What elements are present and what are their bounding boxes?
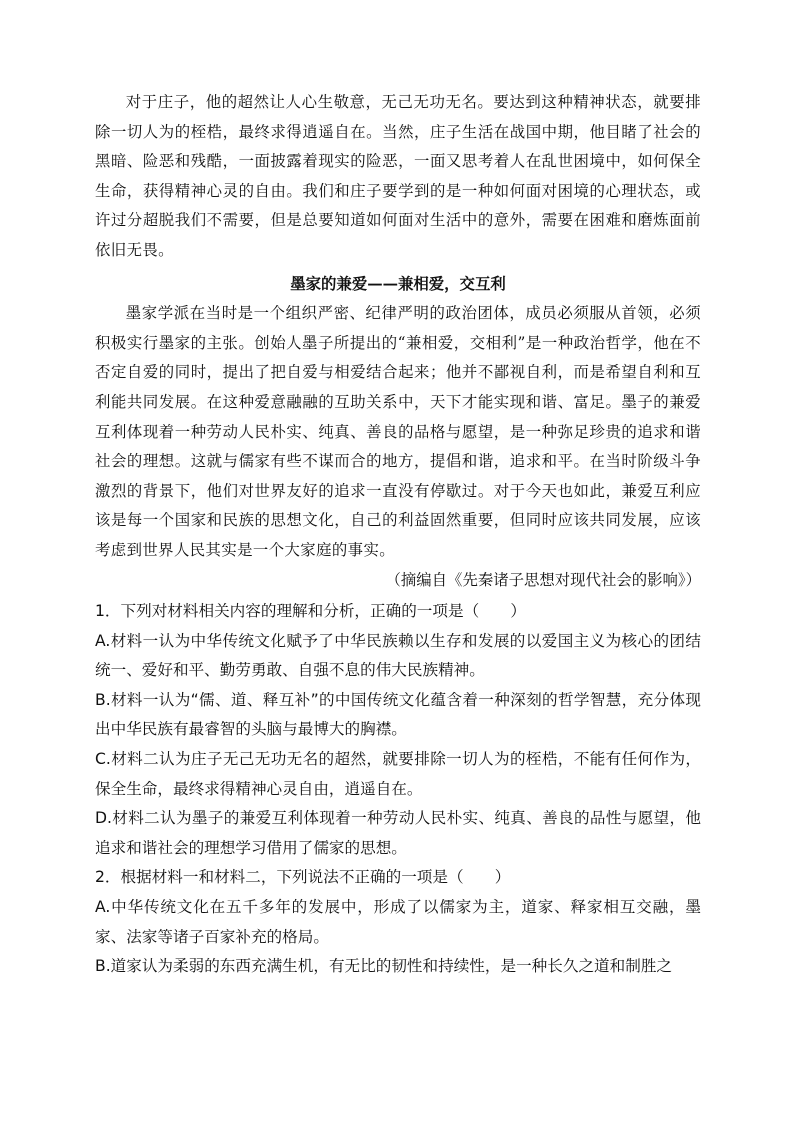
zhuangzi-paragraph: 对于庄子，他的超然让人心生敬意，无己无功无名。要达到这种精神状态，就要排除一切人为的桎梏，最终求得逍遥自在。当然，庄子生活在战国中期，他目睹了社会的黑暗、险恶和残酷，一面披露着现实的险恶，一面又思考着人在乱世困境中，如何保全生命，获得精神心灵的自由。我们和庄子要学到的是一种如何面对困境的心理状态，或许过分超脱我们不需要，但是总要知道如何面对生活中的意外，需要在困难和磨炼面前依旧无畏。 <box>95 93 701 259</box>
question-1-option-c: C.材料二认为庄子无己无功无名的超然，就要排除一切人为的桎梏，不能有任何作为，保全生命，最终求得精神心灵自由，逍遥自在。 <box>95 750 701 798</box>
question-2 <box>95 863 701 981</box>
question-1-option-a: A.材料一认为中华传统文化赋予了中华民族赖以生存和发展的以爱国主义为核心的团结统一、爱好和平、勤劳勇敢、自强不息的伟大民族精神。 <box>95 631 701 680</box>
mojia-section-heading: 墨家的兼爱——兼相爱，交互利 <box>290 274 506 293</box>
source-citation: （摘编自《先秦诸子思想对现代社会的影响》） <box>385 570 701 589</box>
question-1-stem: 1．下列对材料相关内容的理解和分析，正确的一项是（ ） <box>95 602 526 621</box>
question-1-option-d: D.材料二认为墨子的兼爱互利体现着一种劳动人民朴实、纯真、善良的品性与愿望，他追求和谐社会的理想学习借用了儒家的思想。 <box>95 809 701 857</box>
question-2-stem: 2．根据材料一和材料二，下列说法不正确的一项是（ ） <box>95 868 511 887</box>
question-1 <box>95 597 701 863</box>
question-2-option-b: B.道家认为柔弱的东西充满生机，有无比的韧性和持续性，是一种长久之道和制胜之 <box>95 957 673 976</box>
question-2-option-a: A.中华传统文化在五千多年的发展中，形成了以儒家为主，道家、释家相互交融，墨家、法家等诸子百家补充的格局。 <box>95 898 701 946</box>
mojia-paragraph: 墨家学派在当时是一个组织严密、纪律严明的政治团体，成员必须服从首领，必须积极实行墨家的主张。创始人墨子所提出的“兼相爱，交相利”是一种政治哲学，他在不否定自爱的同时，提出了把自爱与相爱结合起来；他并不鄙视自利，而是希望自利和互利能共同发展。在这种爱意融融的互助关系中，天下才能实现和谐、富足。墨子的兼爱互利体现着一种劳动人民朴实、纯真、善良的品格与愿望，是一种弥足珍贵的追求和谐社会的理想。这就与儒家有些不谋而合的地方，提倡和谐，追求和平。在当时阶级斗争激烈的背景下，他们对世界友好的追求一直没有停歇过。对于今天也如此，兼爱互利应该是每一个国家和民族的思想文化，自己的利益固然重要，但同时应该共同发展，应该考虑到世界人民其实是一个大家庭的事实。 <box>95 304 701 559</box>
question-1-option-b: B.材料一认为“儒、道、释互补”的中国传统文化蕴含着一种深刻的哲学智慧，充分体现出中华民族有最睿智的头脑与最博大的胸襟。 <box>95 690 701 739</box>
document-page <box>95 88 701 982</box>
